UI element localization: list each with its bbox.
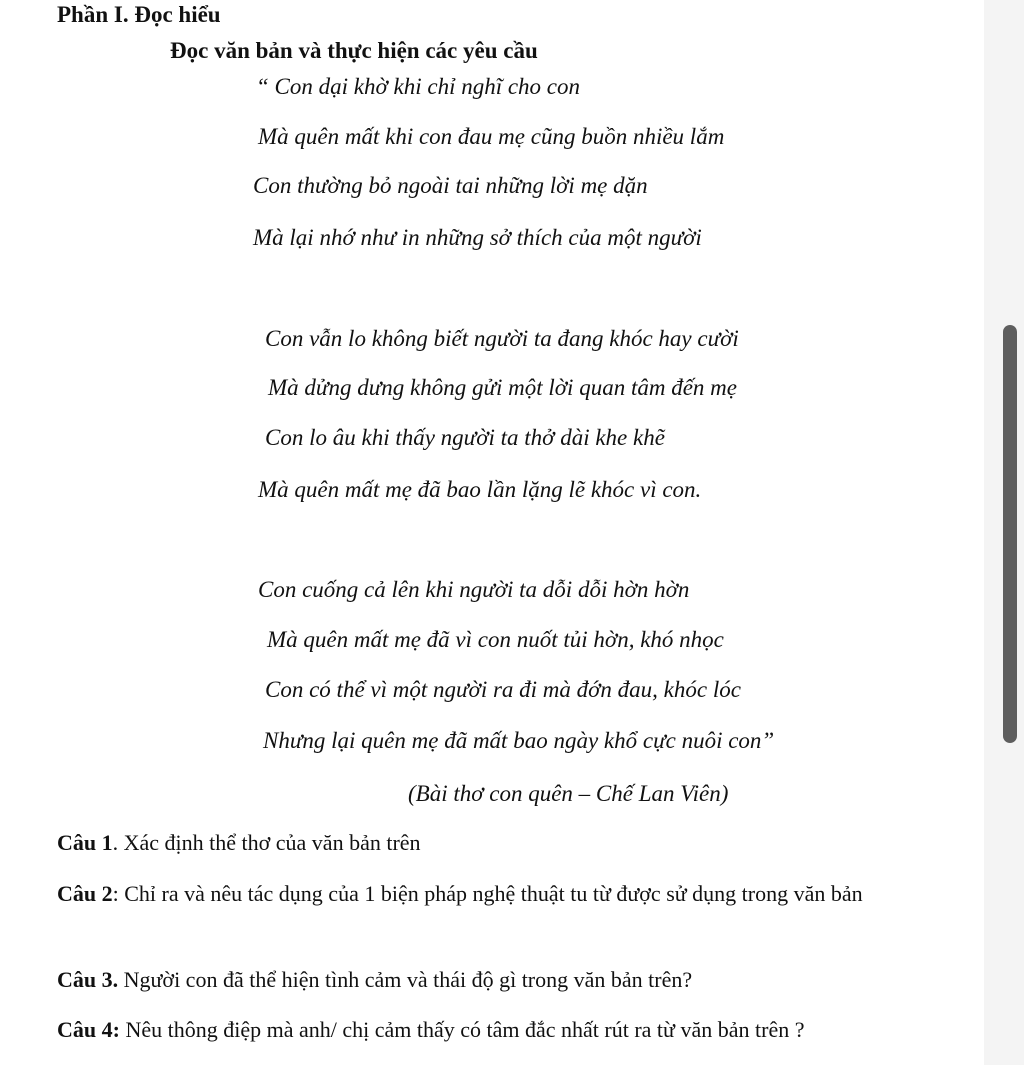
poem-line: Mà quên mất mẹ đã vì con nuốt tủi hờn, khó nhọc — [267, 627, 724, 652]
question-4 — [57, 1013, 982, 1047]
question-text: Chỉ ra và nêu tác dụng của 1 biện pháp nghệ thuật tu từ được sử dụng trong văn bản — [124, 881, 863, 906]
poem-line: Con lo âu khi thấy người ta thở dài khe khẽ — [265, 425, 665, 450]
poem-line: Con cuống cả lên khi người ta dỗi dỗi hờn hờn — [258, 577, 690, 602]
poem-line: Con có thể vì một người ra đi mà đớn đau, khóc lóc — [265, 677, 741, 702]
question-label: Câu 1 — [57, 830, 113, 855]
poem-line: Con thường bỏ ngoài tai những lời mẹ dặn — [253, 173, 648, 198]
poem-source: (Bài thơ con quên – Chế Lan Viên) — [408, 781, 729, 806]
question-2: Câu 2: Chỉ ra và nêu tác dụng của 1 biện pháp nghệ thuật tu từ được sử dụng trong văn bản — [57, 881, 863, 906]
instruction-heading: Đọc văn bản và thực hiện các yêu cầu — [170, 38, 538, 63]
poem-line: Mà quên mất khi con đau mẹ cũng buồn nhiều lắm — [258, 124, 725, 149]
poem-line: Mà dửng dưng không gửi một lời quan tâm đến mẹ — [268, 375, 737, 400]
poem-line: Mà lại nhớ như in những sở thích của một người — [253, 225, 702, 250]
question-3 — [57, 963, 957, 997]
question-text: Nêu thông điệp mà anh/ chị cảm thấy có tâm đắc nhất rút ra từ văn bản trên ? — [125, 1017, 805, 1042]
question-text: Xác định thể thơ của văn bản trên — [123, 830, 421, 855]
question-label: Câu 4: — [57, 1017, 120, 1042]
question-1: Câu 1. Xác định thể thơ của văn bản trên — [57, 830, 421, 855]
section-title: Phần I. Đọc hiểu — [57, 2, 221, 27]
poem-line: “ Con dại khờ khi chỉ nghĩ cho con — [256, 74, 581, 99]
question-label: Câu 3. — [57, 967, 119, 992]
question-text: Người con đã thể hiện tình cảm và thái độ gì trong văn bản trên? — [123, 967, 693, 992]
poem-line: Nhưng lại quên mẹ đã mất bao ngày khổ cực nuôi con” — [263, 728, 775, 753]
question-label: Câu 2 — [57, 881, 113, 906]
poem-line: Mà quên mất mẹ đã bao lần lặng lẽ khóc vì con. — [258, 477, 702, 502]
poem-line: Con vẫn lo không biết người ta đang khóc hay cười — [265, 326, 739, 351]
scrollbar-thumb[interactable] — [1003, 325, 1017, 743]
